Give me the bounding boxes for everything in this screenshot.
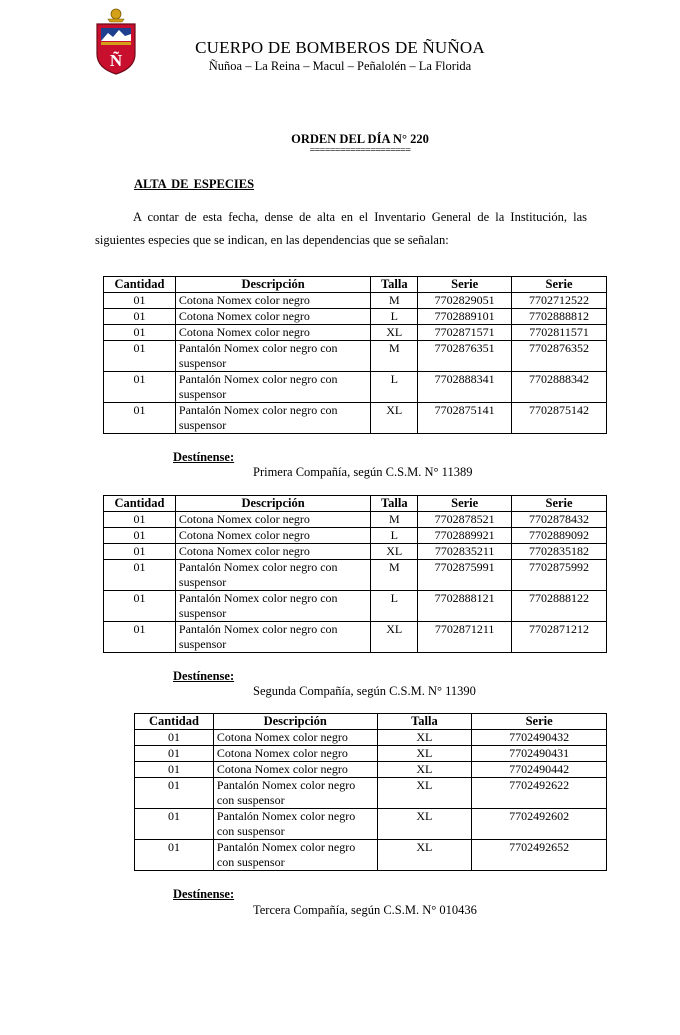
cell-serie: 7702492622: [472, 778, 607, 809]
cell-talla: L: [371, 372, 418, 403]
header-descripcion: Descripción: [175, 496, 370, 512]
cell-cantidad: 01: [104, 622, 176, 653]
cell-serie: 7702871211: [418, 622, 512, 653]
header-descripcion: Descripción: [213, 714, 377, 730]
cell-serie: 7702811571: [512, 325, 607, 341]
table-row: [104, 544, 607, 560]
cell-descripcion: Pantalón Nomex color negro con suspensor: [175, 341, 370, 372]
table-row: [135, 762, 607, 778]
cell-cantidad: 01: [104, 560, 176, 591]
header-cantidad: Cantidad: [135, 714, 214, 730]
cell-cantidad: 01: [104, 528, 176, 544]
cell-talla: M: [371, 293, 418, 309]
cell-descripcion: Pantalón Nomex color negro con suspensor: [213, 840, 377, 871]
cell-serie: 7702878432: [512, 512, 607, 528]
cell-cantidad: 01: [104, 293, 176, 309]
cell-talla: XL: [377, 746, 472, 762]
cell-serie: 7702889921: [418, 528, 512, 544]
table-row: [104, 372, 607, 403]
cell-cantidad: 01: [135, 762, 214, 778]
cell-talla: L: [371, 309, 418, 325]
header-talla: Talla: [371, 496, 418, 512]
cell-descripcion: Cotona Nomex color negro: [175, 512, 370, 528]
table-row: [104, 293, 607, 309]
inventory-table-3: [134, 713, 607, 871]
cell-serie: 7702492652: [472, 840, 607, 871]
cell-cantidad: 01: [135, 746, 214, 762]
destination-text-2: Segunda Compañía, según C.S.M. N° 11390: [253, 684, 476, 698]
organization-communes: Ñuñoa – La Reina – Macul – Peñalolén – La Florida: [208, 59, 472, 73]
header-cantidad: Cantidad: [104, 277, 176, 293]
table-row: [135, 809, 607, 840]
cell-talla: M: [371, 341, 418, 372]
table-row: [135, 840, 607, 871]
cell-serie: 7702712522: [512, 293, 607, 309]
cell-cantidad: 01: [104, 591, 176, 622]
order-title: ORDEN DEL DÍA N° 220: [291, 132, 429, 146]
cell-talla: M: [371, 560, 418, 591]
table-row: [104, 341, 607, 372]
table-row: [104, 309, 607, 325]
cell-talla: XL: [377, 809, 472, 840]
header-serie: Serie: [472, 714, 607, 730]
inventory-table-1: [103, 276, 607, 434]
cell-serie: 7702889101: [418, 309, 512, 325]
crest-letter: Ñ: [109, 51, 123, 70]
table-row: [104, 325, 607, 341]
cell-talla: XL: [371, 622, 418, 653]
cell-descripcion: Pantalón Nomex color negro con suspensor: [213, 778, 377, 809]
table-row: [135, 746, 607, 762]
cell-serie: 7702888121: [418, 591, 512, 622]
table-row: [104, 560, 607, 591]
cell-descripcion: Cotona Nomex color negro: [175, 325, 370, 341]
header-serie: Serie: [418, 277, 512, 293]
destination-text-3: Tercera Compañía, según C.S.M. N° 010436: [253, 903, 477, 917]
cell-serie: 7702888812: [512, 309, 607, 325]
table-row: [104, 591, 607, 622]
cell-descripcion: Cotona Nomex color negro: [175, 544, 370, 560]
cell-serie: 7702878521: [418, 512, 512, 528]
header-talla: Talla: [377, 714, 472, 730]
destination-label-3: Destínense:: [173, 887, 235, 901]
cell-serie: 7702871571: [418, 325, 512, 341]
cell-talla: XL: [377, 762, 472, 778]
cell-serie: 7702490431: [472, 746, 607, 762]
table-row: [135, 730, 607, 746]
cell-serie: 7702492602: [472, 809, 607, 840]
cell-talla: L: [371, 528, 418, 544]
header-talla: Talla: [371, 277, 418, 293]
intro-paragraph: A contar de esta fecha, dense de alta en el Inventario General de la Institución, las siguientes especies que se indican, en las dependencias que se señalan:: [95, 210, 587, 247]
cell-serie: 7702871212: [512, 622, 607, 653]
cell-cantidad: 01: [135, 778, 214, 809]
cell-serie: 7702875992: [512, 560, 607, 591]
cell-talla: L: [371, 591, 418, 622]
cell-cantidad: 01: [104, 325, 176, 341]
table-row: [104, 528, 607, 544]
cell-serie: 7702835211: [418, 544, 512, 560]
cell-descripcion: Pantalón Nomex color negro con suspensor: [175, 560, 370, 591]
header-cantidad: Cantidad: [104, 496, 176, 512]
cell-talla: XL: [377, 730, 472, 746]
cell-descripcion: Pantalón Nomex color negro con suspensor: [175, 403, 370, 434]
table-header-row: [135, 714, 607, 730]
cell-serie: 7702490432: [472, 730, 607, 746]
cell-cantidad: 01: [104, 512, 176, 528]
table-row: [104, 512, 607, 528]
cell-descripcion: Pantalón Nomex color negro con suspensor: [175, 591, 370, 622]
cell-descripcion: Cotona Nomex color negro: [175, 293, 370, 309]
table-header-row: [104, 277, 607, 293]
cell-talla: XL: [371, 403, 418, 434]
cell-cantidad: 01: [104, 309, 176, 325]
inventory-table-2: [103, 495, 607, 653]
cell-descripcion: Cotona Nomex color negro: [175, 528, 370, 544]
cell-cantidad: 01: [104, 341, 176, 372]
cell-serie: 7702876352: [512, 341, 607, 372]
header-serie: Serie: [418, 496, 512, 512]
cell-cantidad: 01: [104, 544, 176, 560]
cell-cantidad: 01: [135, 840, 214, 871]
cell-descripcion: Pantalón Nomex color negro con suspensor: [175, 372, 370, 403]
cell-serie: 7702829051: [418, 293, 512, 309]
destination-text-1: Primera Compañía, según C.S.M. N° 11389: [253, 465, 473, 479]
cell-talla: M: [371, 512, 418, 528]
cell-serie: 7702875141: [418, 403, 512, 434]
cell-serie: 7702875991: [418, 560, 512, 591]
destination-label-2: Destínense:: [173, 669, 235, 683]
header-serie: Serie: [512, 496, 607, 512]
cell-serie: 7702490442: [472, 762, 607, 778]
cell-serie: 7702876351: [418, 341, 512, 372]
cell-serie: 7702875142: [512, 403, 607, 434]
table-row: [104, 403, 607, 434]
cell-descripcion: Cotona Nomex color negro: [213, 746, 377, 762]
cell-talla: XL: [371, 325, 418, 341]
cell-descripcion: Pantalón Nomex color negro con suspensor: [213, 809, 377, 840]
header-descripcion: Descripción: [175, 277, 370, 293]
cell-cantidad: 01: [135, 809, 214, 840]
cell-talla: XL: [371, 544, 418, 560]
cell-descripcion: Pantalón Nomex color negro con suspensor: [175, 622, 370, 653]
cell-talla: XL: [377, 840, 472, 871]
table-row: [135, 778, 607, 809]
cell-serie: 7702888341: [418, 372, 512, 403]
destination-label-1: Destínense:: [173, 450, 235, 464]
table-header-row: [104, 496, 607, 512]
order-title-rule: ====================: [309, 145, 411, 156]
cell-cantidad: 01: [104, 372, 176, 403]
cell-serie: 7702835182: [512, 544, 607, 560]
cell-serie: 7702889092: [512, 528, 607, 544]
table-row: [104, 622, 607, 653]
cell-serie: 7702888122: [512, 591, 607, 622]
cell-cantidad: 01: [135, 730, 214, 746]
cell-cantidad: 01: [104, 403, 176, 434]
section-title: ALTA DE ESPECIES: [134, 177, 255, 191]
cell-descripcion: Cotona Nomex color negro: [213, 730, 377, 746]
organization-name: CUERPO DE BOMBEROS DE ÑUÑOA: [195, 38, 485, 57]
cell-descripcion: Cotona Nomex color negro: [213, 762, 377, 778]
cell-serie: 7702888342: [512, 372, 607, 403]
cell-descripcion: Cotona Nomex color negro: [175, 309, 370, 325]
cell-talla: XL: [377, 778, 472, 809]
header-serie: Serie: [512, 277, 607, 293]
